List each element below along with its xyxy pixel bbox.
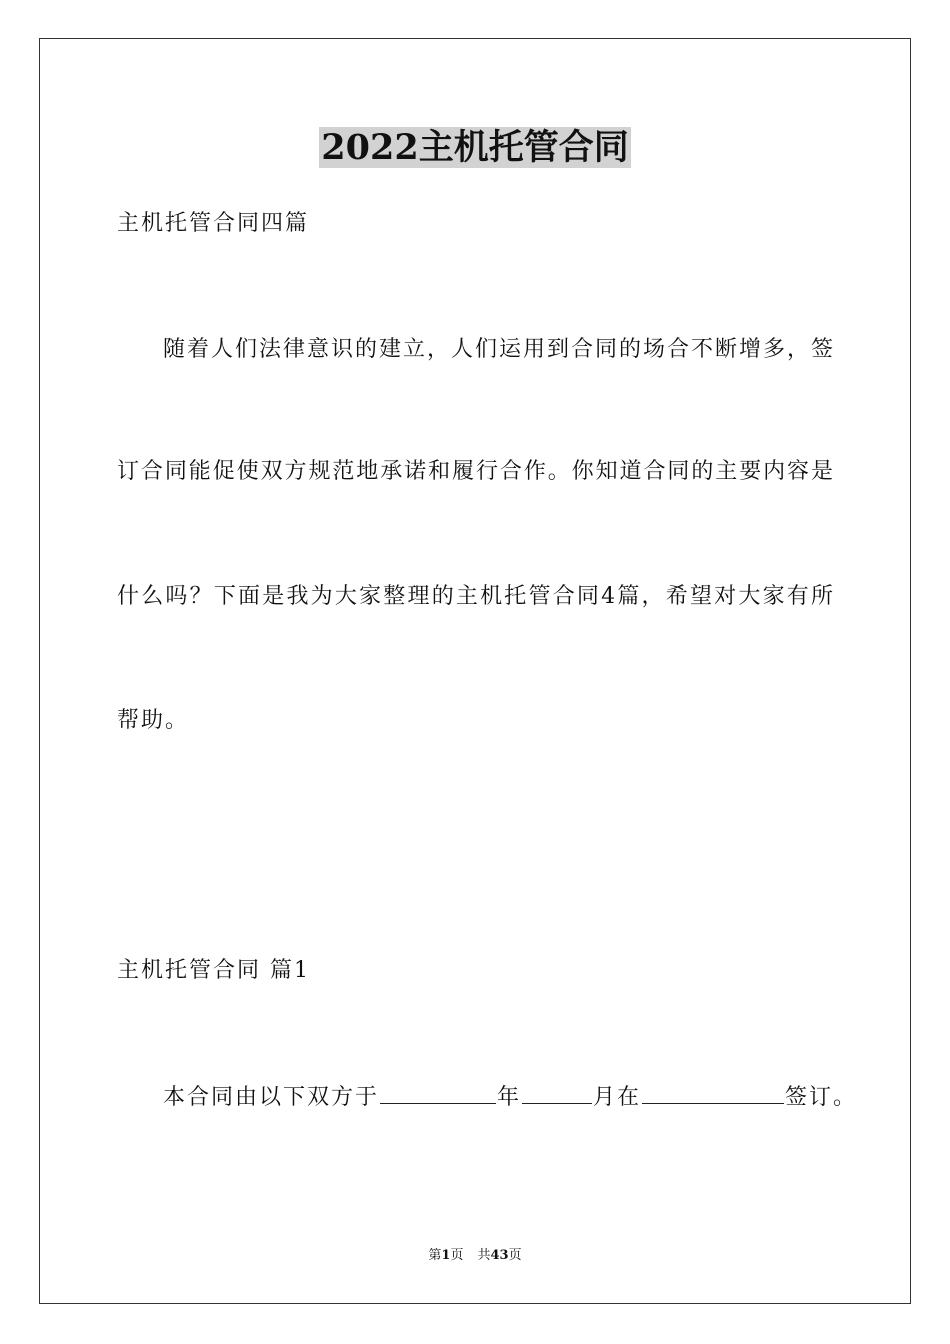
intro-line-1: 随着人们法律意识的建立，人们运用到合同的场合不断增多，签 [163, 337, 833, 362]
footer-page-number: 1 [441, 1248, 451, 1263]
contract-text-2: 年 [497, 1085, 522, 1110]
contract-text-4: 签订。 [785, 1085, 858, 1110]
document-title-text: 2022主机托管合同 [321, 127, 629, 168]
document-subtitle: 主机托管合同四篇 [117, 211, 310, 236]
footer-total-pages: 43 [490, 1248, 509, 1263]
page-footer [0, 1247, 950, 1265]
footer-page-suffix: 页 [450, 1248, 464, 1263]
intro-line-2: 订合同能促使双方规范地承诺和履行合作。你知道合同的主要内容是 [117, 459, 833, 484]
contract-sentence [163, 1081, 857, 1113]
contract-text-1: 本合同由以下双方于 [163, 1085, 380, 1110]
date-day-blank [380, 1081, 496, 1104]
section-heading: 主机托管合同 篇1 [117, 958, 310, 983]
intro-line-4: 帮助。 [117, 708, 190, 733]
month-blank [522, 1081, 592, 1104]
footer-total-suffix: 页 [508, 1248, 522, 1263]
footer-total-prefix: 共 [477, 1248, 491, 1263]
document-title [0, 124, 950, 172]
footer-page-prefix: 第 [428, 1248, 442, 1263]
location-blank [642, 1081, 784, 1104]
intro-line-3: 什么吗？下面是我为大家整理的主机托管合同4篇，希望对大家有所 [117, 584, 833, 609]
contract-text-3: 月在 [593, 1085, 642, 1110]
